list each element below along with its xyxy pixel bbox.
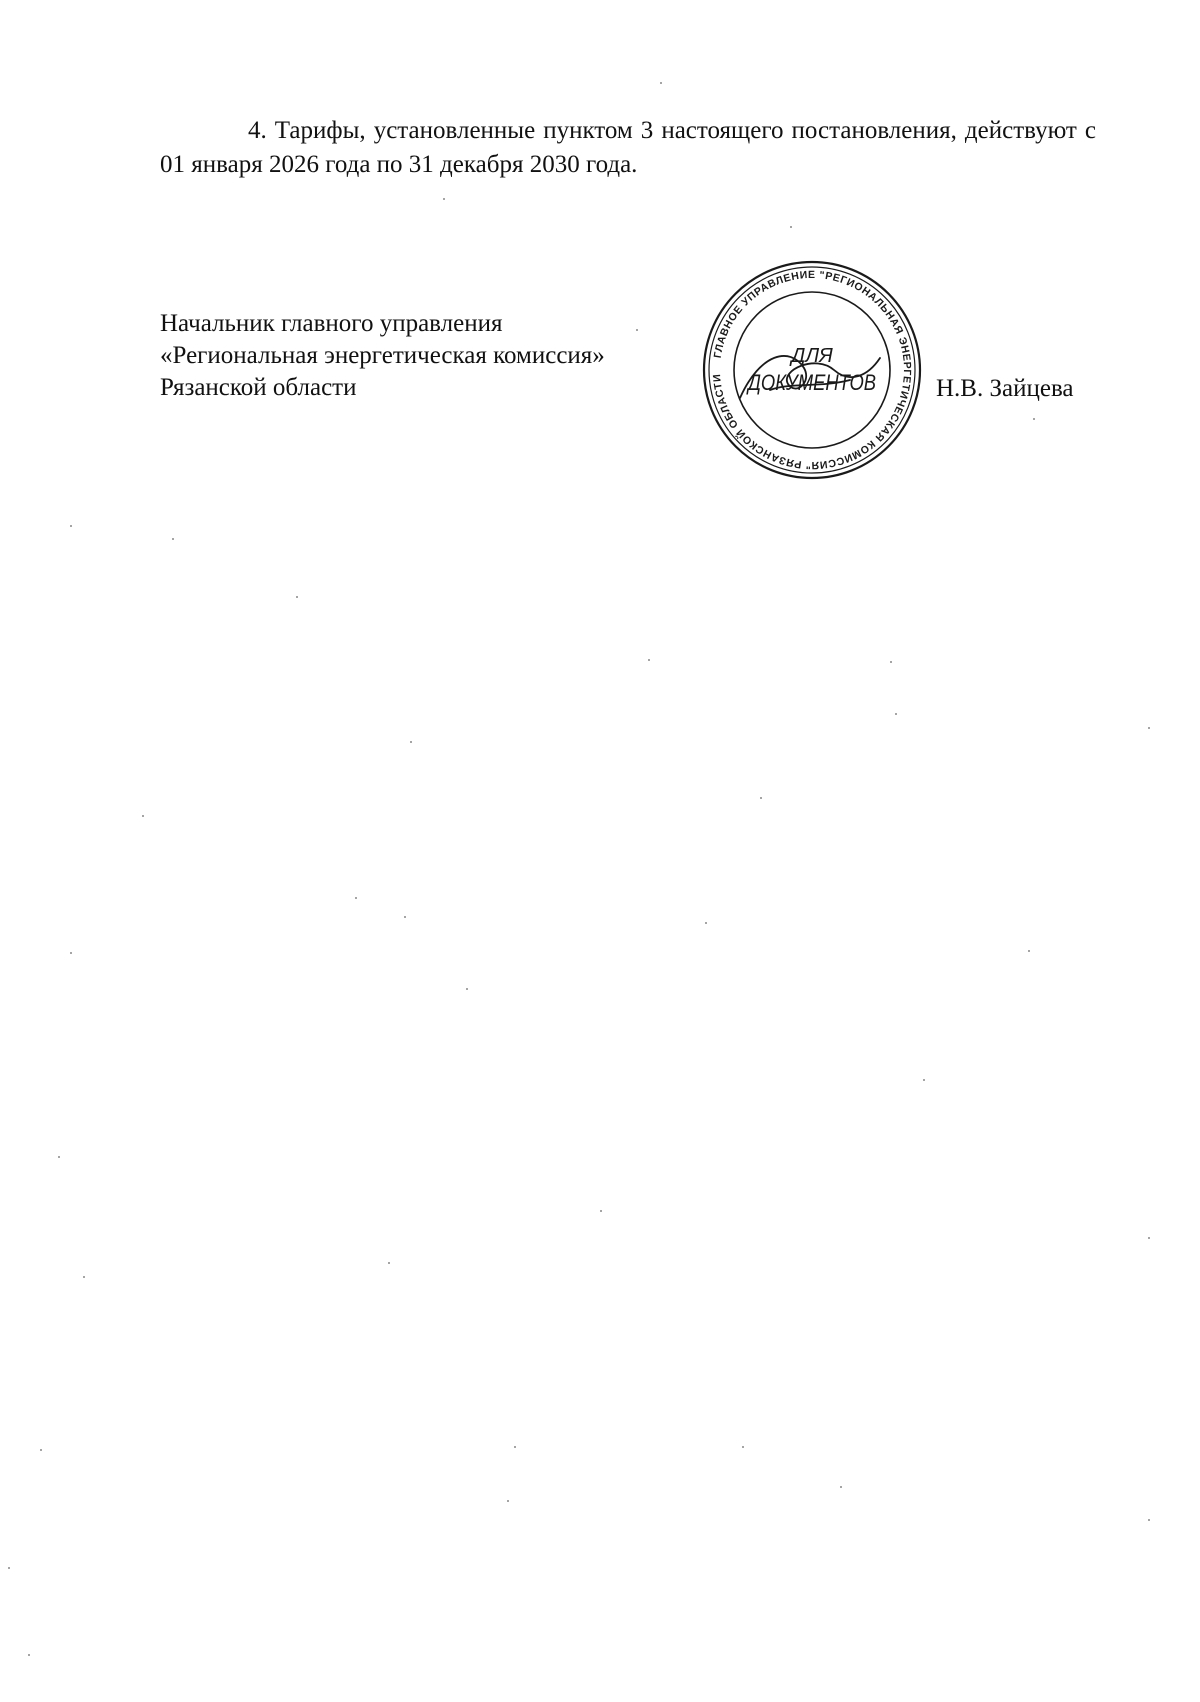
stamp-outer-text: ГЛАВНОЕ УПРАВЛЕНИЕ "РЕГИОНАЛЬНАЯ ЭНЕРГЕТИЧЕСКАЯ КОМИССИЯ" РЯЗАНСКОЙ ОБЛАСТИ (711, 268, 914, 472)
scan-speck (790, 226, 792, 228)
scan-speck (40, 1449, 42, 1451)
scan-speck (404, 916, 406, 918)
scan-speck (83, 1276, 85, 1278)
scan-speck (1148, 1237, 1150, 1239)
stamp-inner-text-bottom: ДОКУМЕНТОВ (745, 370, 876, 395)
scan-speck (1148, 1519, 1150, 1521)
position-line-1: Начальник главного управления (160, 310, 503, 337)
scan-speck (1033, 418, 1035, 420)
scan-speck (760, 797, 762, 799)
scan-speck (142, 815, 144, 817)
scan-speck (443, 198, 445, 200)
position-line-3: Рязанской области (160, 374, 357, 401)
scan-speck (1028, 950, 1030, 952)
scan-speck (58, 1156, 60, 1158)
scan-speck (388, 1262, 390, 1264)
scan-speck (636, 329, 638, 331)
signature-position-block (160, 308, 605, 404)
scan-speck (890, 661, 892, 663)
paragraph-4: 4. Тарифы, установленные пунктом 3 настоящего постановления, действуют с 01 января 2026 года по 31 декабря 2030 года. (160, 117, 1096, 178)
scan-speck (28, 1654, 30, 1656)
scan-speck (705, 922, 707, 924)
scan-speck (466, 988, 468, 990)
scan-speck (600, 1210, 602, 1212)
scan-speck (507, 1500, 509, 1502)
official-stamp (700, 258, 924, 482)
scan-speck (840, 1486, 842, 1488)
scan-speck (742, 1446, 744, 1448)
scan-speck (172, 538, 174, 540)
scan-speck (70, 525, 72, 527)
scan-speck (410, 741, 412, 743)
scan-speck (895, 713, 897, 715)
stamp-inner-text-top: ДЛЯ (791, 345, 833, 367)
scan-speck (355, 897, 357, 899)
position-line-2: «Региональная энергетическая комиссия» (160, 342, 605, 369)
scan-speck (70, 952, 72, 954)
signer-name: Н.В. Зайцева (936, 375, 1074, 402)
scan-speck (648, 659, 650, 661)
scan-speck (660, 82, 662, 84)
scan-speck (8, 1567, 10, 1569)
scan-speck (1148, 727, 1150, 729)
scan-speck (923, 1079, 925, 1081)
scan-speck (296, 596, 298, 598)
scan-speck (514, 1446, 516, 1448)
